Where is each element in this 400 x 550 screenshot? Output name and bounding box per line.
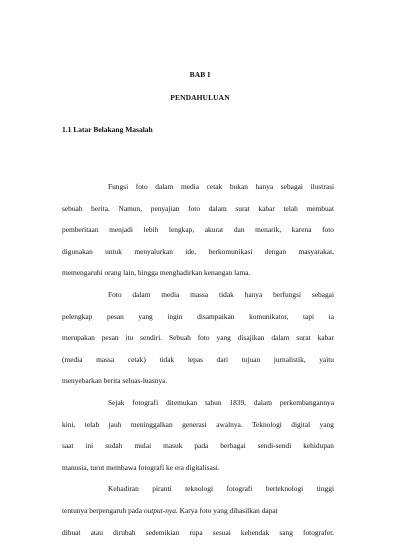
paragraph-line: (media massa cetak) tidak lepas dari tujuan jurnalistik, yaitu xyxy=(62,354,334,364)
paragraph-line: merupakan pesan itu sendiri. Sebuah foto yang disajikan dalam surat kabar xyxy=(62,333,334,343)
section-heading: 1.1 Latar Belakang Masalah xyxy=(62,125,153,134)
paragraph-line xyxy=(62,500,334,522)
italic-term: output-nya. xyxy=(143,505,178,515)
paragraph-line: sebuah berita. Namun, penyajian foto dalam surat kabar telah membuat xyxy=(62,203,334,213)
paragraph-line: dibuat atau dirubah sedemikian rupa sesuai kehendak sang fotografer. xyxy=(62,527,334,537)
paragraph-line: Fungsi foto dalam media cetak bukan hanya sebagai ilustrasi xyxy=(108,182,334,191)
paragraph-line: kini, telah jauh meninggalkan generasi awalnya. Teknologi digital yang xyxy=(62,419,334,429)
body-text xyxy=(62,176,334,543)
chapter-heading: BAB I xyxy=(189,70,211,79)
paragraph-line: Foto dalam media massa tidak hanya berfungsi sebagai xyxy=(108,289,334,299)
paragraph-line: pelengkap pesan yang ingin disampaikan komunikator, tapi ia xyxy=(62,311,334,321)
chapter-title: PENDAHULUAN xyxy=(170,93,230,102)
paragraph-line: Kehadiran piranti teknologi fotografi berteknologi tinggi xyxy=(108,484,334,494)
line-segment: tentunya berpengaruh pada xyxy=(62,505,143,515)
paragraph-line: Sejak fotografi ditemukan tahun 1839, dalam perkembangannya xyxy=(108,397,334,407)
paragraph-line: saat ini sudah mulai masuk pada berbagai sendi-sendi kehidupan xyxy=(62,441,334,451)
paragraph-line: menyebarkan berita seluas-luasnya. xyxy=(62,376,168,386)
line-segment: Karya foto yang dihasilkan dapat xyxy=(179,505,278,515)
paragraph-line: manusia, turut membawa fotografi ke era digitalisasi. xyxy=(62,462,220,472)
paragraph-line: digunakan untuk menyalurkan ide, berkomunikasi dengan masyarakat, xyxy=(62,246,334,256)
paragraph-line: memengaruhi orang lain, hingga menghadirkan kenangan lama. xyxy=(62,268,251,278)
paragraph-line: pemberitaan menjadi lebih lengkap, akurat dan menarik, karena foto xyxy=(62,225,334,235)
